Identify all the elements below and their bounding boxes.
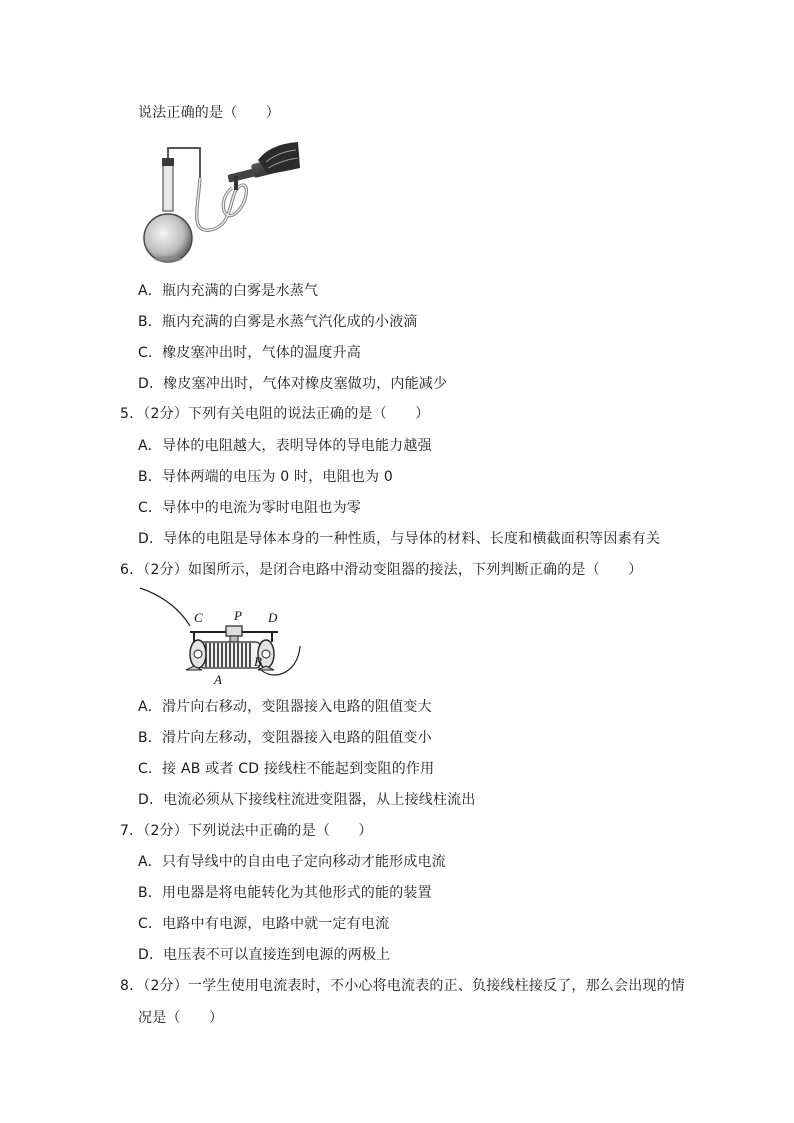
terminal-label-d: D — [268, 610, 278, 625]
q7-option-a: A．只有导线中的自由电子定向移动才能形成电流 — [138, 854, 446, 870]
q4-option-a: A．瓶内充满的白雾是水蒸气 — [138, 283, 319, 299]
flask-neck — [163, 163, 173, 211]
q8-stem-line1: 8．（2分）一学生使用电流表时，不小心将电流表的正、负接线柱接反了，那么会出现的情 — [120, 978, 686, 994]
flask-pump-figure — [140, 138, 300, 263]
q6-option-d: D．电流必须从下接线柱流进变阻器，从上接线柱流出 — [138, 792, 476, 808]
rheostat-figure — [138, 586, 308, 686]
slider-label-p: P — [234, 608, 242, 623]
q5-option-b: B．导体两端的电压为 0 时，电阻也为 0 — [138, 469, 393, 485]
q5-stem: 5．（2分）下列有关电阻的说法正确的是（ ） — [120, 406, 430, 422]
q4-option-b: B．瓶内充满的白雾是水蒸气汽化成的小液滴 — [138, 314, 418, 330]
q4-option-d: D．橡皮塞冲出时，气体对橡皮塞做功，内能减少 — [138, 376, 448, 392]
q7-option-d: D．电压表不可以直接连到电源的两极上 — [138, 947, 391, 963]
q7-option-b: B．用电器是将电能转化为其他形式的能的装置 — [138, 885, 432, 901]
q7-option-c: C．电路中有电源，电路中就一定有电流 — [138, 916, 390, 932]
terminal-label-b: B — [254, 654, 262, 669]
q6-option-a: A．滑片向右移动，变阻器接入电路的阻值变大 — [138, 699, 432, 715]
q6-option-b: B．滑片向左移动，变阻器接入电路的阻值变小 — [138, 730, 432, 746]
q7-stem: 7．（2分）下列说法中正确的是（ ） — [120, 823, 373, 839]
q5-option-d: D．导体的电阻是导体本身的一种性质，与导体的材料、长度和横截面积等因素有关 — [138, 531, 661, 547]
q4-option-c: C．橡皮塞冲出时，气体的温度升高 — [138, 345, 361, 361]
flask-body — [144, 214, 192, 262]
terminal-label-a: A — [214, 672, 222, 686]
q6-stem: 6．（2分）如图所示，是闭合电路中滑动变阻器的接法，下列判断正确的是（ ） — [120, 562, 643, 578]
q8-stem-line2: 况是（ ） — [138, 1010, 224, 1026]
q4-stem-tail: 说法正确的是（ ） — [138, 105, 280, 121]
q6-option-c: C．接 AB 或者 CD 接线柱不能起到变阻的作用 — [138, 761, 435, 777]
terminal-label-c: C — [194, 610, 203, 625]
q5-option-c: C．导体中的电流为零时电阻也为零 — [138, 500, 361, 516]
q5-option-a: A．导体的电阻越大，表明导体的导电能力越强 — [138, 438, 432, 454]
